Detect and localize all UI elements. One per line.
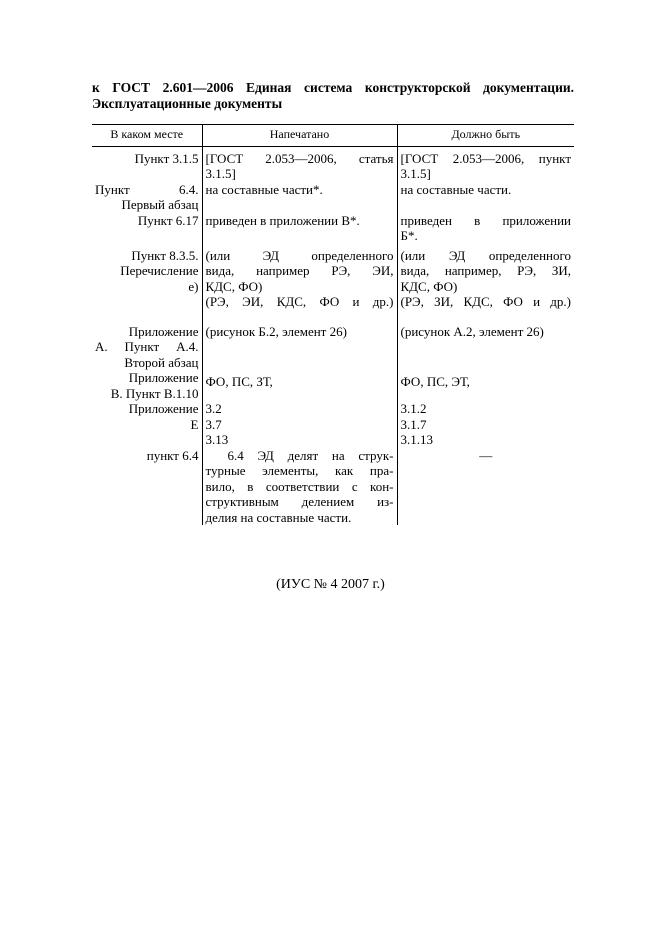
cell-text: Пункт 6.17 <box>137 212 199 228</box>
cell-text: е) <box>188 278 199 294</box>
cell-text: [ГОСТ 2.053—2006, пункт <box>400 150 571 166</box>
cell-printed <box>202 401 397 448</box>
table-row <box>92 324 574 371</box>
cell-text: Б*. <box>400 228 418 243</box>
cell-place <box>92 244 202 310</box>
cell-text: (РЭ, ЗИ, КДС, ФО и др.) <box>400 294 571 309</box>
cell-text: на составные части. <box>400 181 512 197</box>
cell-printed <box>202 146 397 182</box>
cell-should-be <box>397 146 574 182</box>
cell-text: 3.1.5] <box>205 166 236 181</box>
cell-should-be <box>397 401 574 448</box>
cell-place <box>92 182 202 213</box>
cell-text: (или ЭД определенного <box>205 247 394 263</box>
table-row <box>92 448 574 526</box>
cell-text: 3.7 <box>205 416 222 432</box>
cell-text: КДС, ФО) <box>205 278 263 294</box>
table-row <box>92 370 574 401</box>
cell-text: Второй абзац <box>124 354 199 370</box>
cell-text: структивным делением из- <box>205 494 394 509</box>
cell-text: А. Пункт А.4. <box>95 339 199 354</box>
header-should-be: Должно быть <box>397 125 574 147</box>
cell-text: 3.1.7 <box>400 416 427 432</box>
cell-text: турные элементы, как пра- <box>205 463 394 478</box>
cell-text: Приложение <box>128 370 199 385</box>
title-line-2: Эксплуатационные документы <box>92 96 283 111</box>
cell-text: вида, например РЭ, ЭИ, <box>205 263 394 278</box>
cell-text: (рисунок Б.2, элемент 26) <box>205 323 347 339</box>
cell-should-be <box>397 370 574 401</box>
cell-text: приведен в приложении В*. <box>205 212 360 228</box>
cell-text: — <box>479 447 493 463</box>
cell-should-be <box>397 182 574 213</box>
cell-text: вило, в соответствии с кон- <box>205 478 394 494</box>
cell-place <box>92 401 202 448</box>
cell-should-be <box>397 448 574 526</box>
cell-text: 6.4 ЭД делят на струк- <box>227 447 394 463</box>
cell-should-be <box>397 324 574 371</box>
cell-text: (рисунок А.2, элемент 26) <box>400 323 544 339</box>
cell-text: Первый абзац <box>121 197 199 212</box>
cell-place <box>92 146 202 182</box>
cell-text: Приложение <box>128 323 199 339</box>
cell-printed <box>202 244 397 310</box>
cell-text: вида, например, РЭ, ЗИ, <box>400 263 571 278</box>
cell-text: 3.13 <box>205 432 229 447</box>
cell-text: 3.1.2 <box>400 401 427 416</box>
cell-text: (РЭ, ЭИ, КДС, ФО и др.) <box>205 294 394 309</box>
cell-text: Пункт 3.1.5 <box>134 150 199 166</box>
cell-text: ФО, ПС, ЗТ, <box>205 374 273 389</box>
cell-text: ФО, ПС, ЭТ, <box>400 374 470 389</box>
cell-place <box>92 448 202 526</box>
cell-printed <box>202 182 397 213</box>
table-row <box>92 401 574 448</box>
cell-text: В. Пункт В.1.10 <box>110 385 199 401</box>
cell-place <box>92 370 202 401</box>
cell-text: 3.1.5] <box>400 166 431 181</box>
cell-text: 3.2 <box>205 401 222 416</box>
cell-printed <box>202 448 397 526</box>
cell-printed <box>202 370 397 401</box>
cell-should-be <box>397 213 574 244</box>
table-row <box>92 244 574 310</box>
document-title <box>92 80 574 112</box>
header-printed: Напечатано <box>202 125 397 147</box>
cell-text: приведен в приложении <box>400 212 571 228</box>
erratum-table <box>92 124 574 525</box>
cell-text: (или ЭД определенного <box>400 247 571 263</box>
table-row <box>92 182 574 213</box>
cell-text: Перечисление <box>120 263 199 278</box>
cell-text: Пункт 6.4. <box>95 181 199 197</box>
footer-note: (ИУС № 4 2007 г.) <box>276 577 385 592</box>
table-header-row <box>92 125 574 147</box>
cell-printed <box>202 213 397 244</box>
cell-printed <box>202 324 397 371</box>
cell-should-be <box>397 244 574 310</box>
cell-text: Приложение <box>128 401 199 416</box>
title-line-1: к ГОСТ 2.601—2006 Единая система конструкторской документации. <box>92 80 574 95</box>
header-place: В каком месте <box>92 125 202 147</box>
table-row <box>92 146 574 182</box>
cell-place <box>92 213 202 244</box>
cell-text: на составные части*. <box>205 181 323 197</box>
cell-text: [ГОСТ 2.053—2006, статья <box>205 150 394 166</box>
cell-text: КДС, ФО) <box>400 278 458 294</box>
table-row <box>92 213 574 244</box>
cell-place <box>92 324 202 371</box>
cell-text: 3.1.13 <box>400 432 433 447</box>
cell-text: пункт 6.4 <box>146 447 199 463</box>
cell-text: Пункт 8.3.5. <box>131 247 199 263</box>
cell-text: делия на составные части. <box>205 509 352 525</box>
cell-text: Е <box>190 416 199 432</box>
